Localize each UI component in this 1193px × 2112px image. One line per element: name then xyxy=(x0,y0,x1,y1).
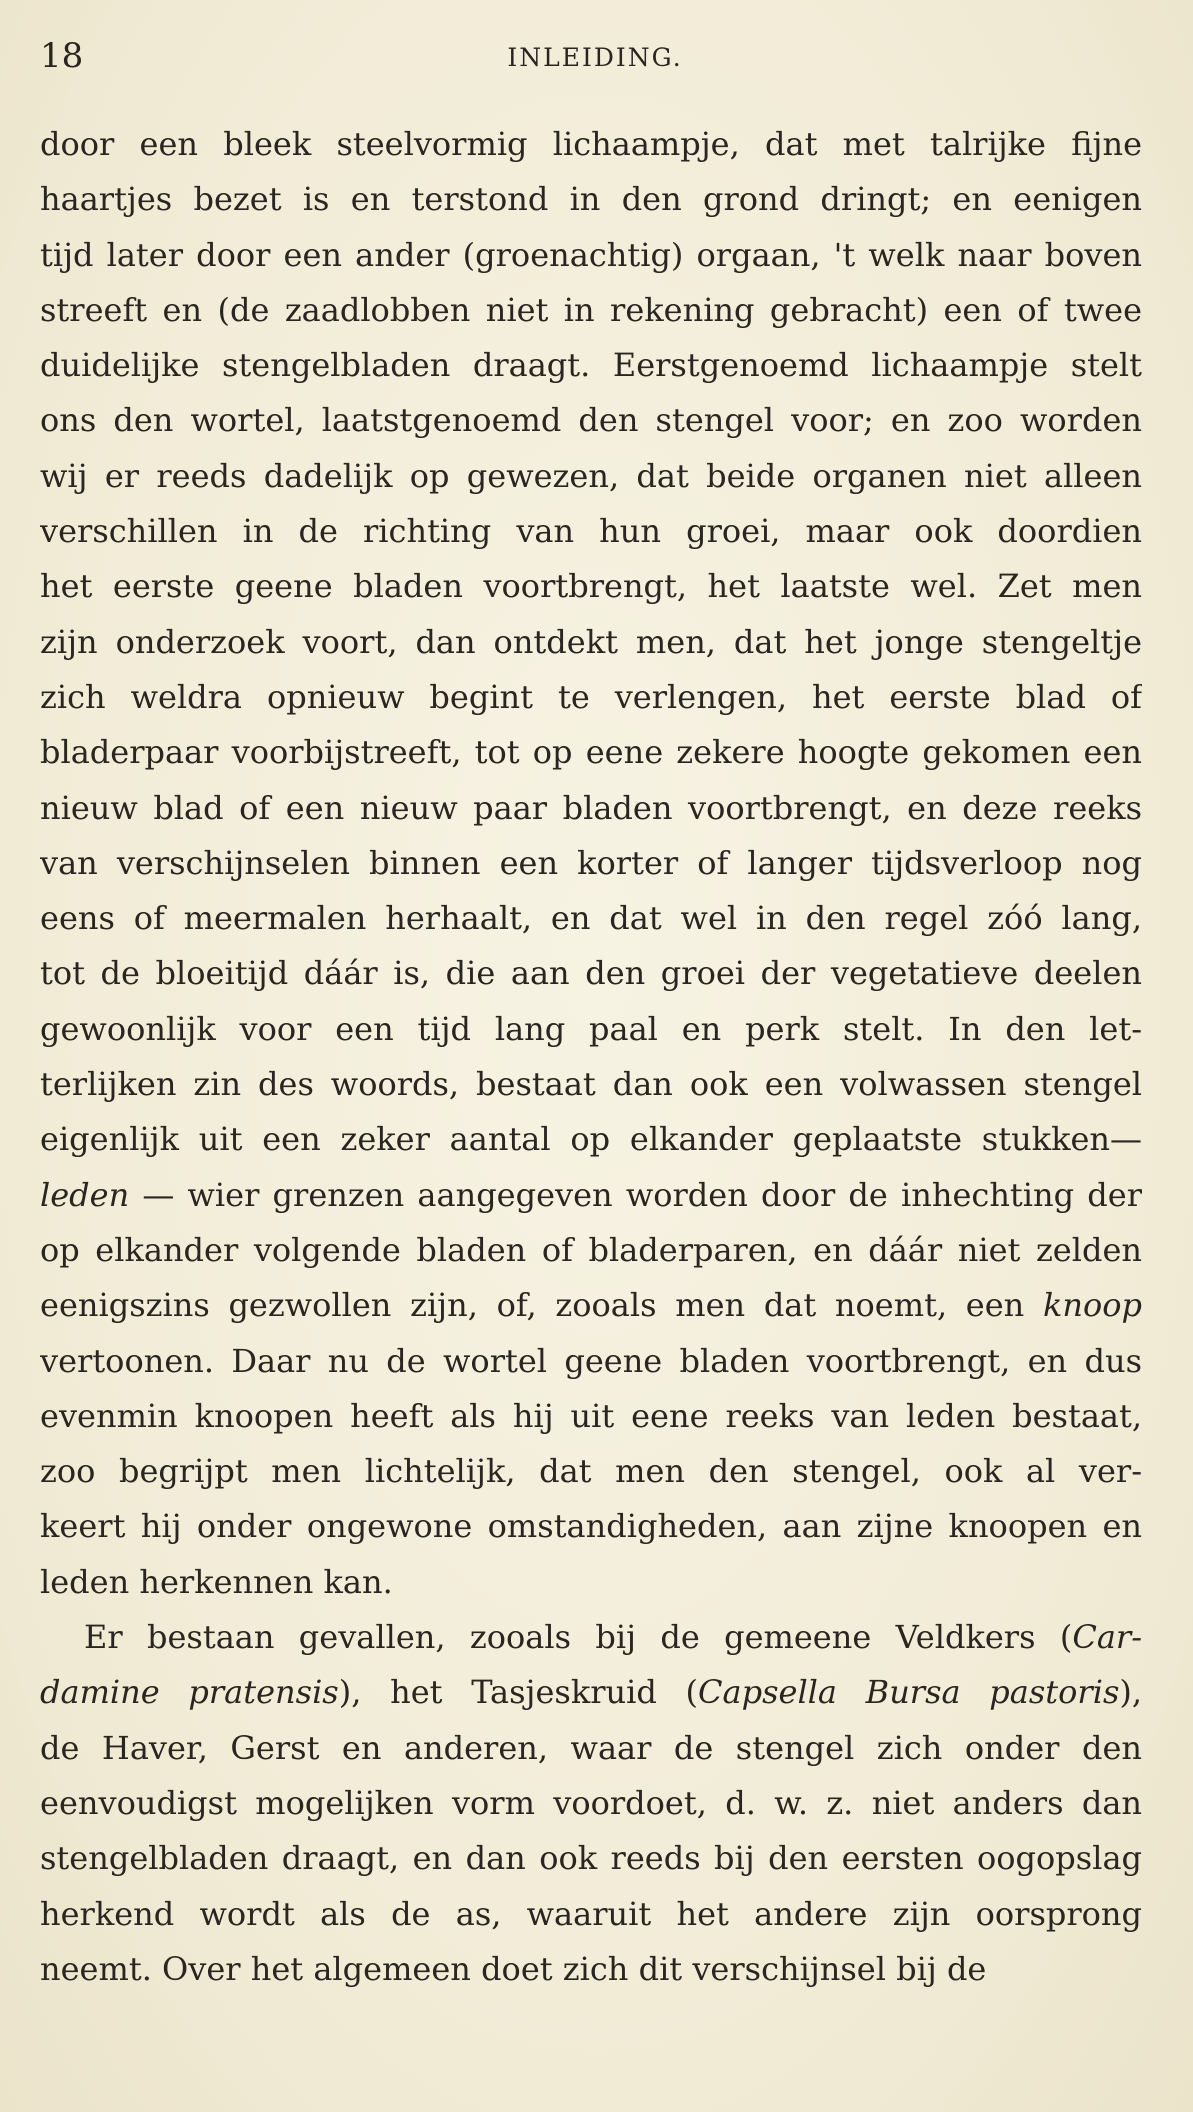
text-run: neemt. Over het algemeen doet zich dit verschijnsel bij de xyxy=(40,1949,987,1988)
text-run: — wier grenzen aangegeven worden door de inhechting der xyxy=(129,1175,1142,1214)
text-line xyxy=(40,559,1142,614)
text-line xyxy=(40,1610,1142,1665)
text-run: haartjes bezet is en terstond in den grond dringt; en eenigen xyxy=(40,180,1142,219)
text-line xyxy=(40,891,1142,946)
italic-term: leden xyxy=(40,1175,130,1214)
text-run: verschillen in de richting van hun groei, maar ook doordien xyxy=(40,512,1142,551)
text-run: tot de bloeitijd dáár is, die aan den groei der vegetatieve deelen xyxy=(40,954,1142,993)
text-run: wij er reeds dadelijk op gewezen, dat beide organen niet alleen xyxy=(40,456,1142,495)
text-line xyxy=(40,1831,1142,1886)
text-run: zich weldra opnieuw begint te verlengen, het eerste blad of xyxy=(40,677,1142,716)
text-run: terlijken zin des woords, bestaat dan ook een volwassen stengel xyxy=(40,1065,1142,1104)
text-line xyxy=(40,504,1142,559)
text-line xyxy=(40,1334,1142,1389)
text-run: op elkander volgende bladen of bladerparen, en dáár niet zelden xyxy=(40,1230,1142,1269)
text-run: nieuw blad of een nieuw paar bladen voortbrengt, en deze reeks xyxy=(40,788,1142,827)
text-run: vertoonen. Daar nu de wortel geene bladen voortbrengt, en dus xyxy=(40,1341,1142,1380)
text-line xyxy=(40,1278,1142,1333)
text-run: tijd later door een ander (groenachtig) orgaan, 't welk naar boven xyxy=(40,235,1142,274)
text-line xyxy=(40,393,1142,448)
text-line xyxy=(40,172,1142,227)
text-run: leden herkennen kan. xyxy=(40,1562,393,1601)
text-line xyxy=(40,228,1142,283)
text-line xyxy=(40,946,1142,1001)
page-number: 18 xyxy=(40,36,84,76)
text-run: zoo begrijpt men lichtelijk, dat men den stengel, ook al ver- xyxy=(40,1452,1142,1491)
text-run: keert hij onder ongewone omstandigheden, aan zijne knoopen en xyxy=(40,1507,1142,1546)
text-line xyxy=(40,1389,1142,1444)
text-line xyxy=(40,1112,1142,1167)
text-run: streeft en (de zaadlobben niet in rekening gebracht) een of twee xyxy=(40,290,1142,329)
text-run: eigenlijk uit een zeker aantal op elkander geplaatste stukken— xyxy=(40,1120,1142,1159)
text-line xyxy=(40,615,1142,670)
text-run: van verschijnselen binnen een korter of langer tijdsverloop nog xyxy=(40,843,1142,882)
italic-term: damine pratensis xyxy=(40,1673,339,1712)
text-run: eens of meermalen herhaalt, en dat wel in den regel zóó lang, xyxy=(40,899,1142,938)
text-run: herkend wordt als de as, waaruit het andere zijn oorsprong xyxy=(40,1894,1142,1933)
text-run: ), het Tasjeskruid ( xyxy=(338,1673,699,1712)
text-run: evenmin knoopen heeft als hij uit eene reeks van leden bestaat, xyxy=(40,1396,1142,1435)
text-line xyxy=(40,670,1142,725)
text-run: zijn onderzoek voort, dan ontdekt men, dat het jonge stengeltje xyxy=(40,622,1142,661)
page-header xyxy=(40,36,1150,76)
text-run: eenvoudigst mogelijken vorm voordoet, d. w. z. niet anders dan xyxy=(40,1783,1142,1822)
italic-term: Capsella Bursa pastoris xyxy=(698,1673,1120,1712)
text-line xyxy=(40,338,1142,393)
text-line xyxy=(40,1942,1142,1997)
text-run: ), xyxy=(1119,1673,1142,1712)
text-line xyxy=(40,781,1142,836)
text-line xyxy=(40,1555,1142,1610)
italic-term: knoop xyxy=(1042,1286,1142,1325)
body-text xyxy=(40,117,1142,1997)
text-line xyxy=(40,836,1142,891)
paragraph-2 xyxy=(40,1610,1142,1997)
text-run: eenigszins gezwollen zijn, of, zooals men dat noemt, een xyxy=(40,1286,1043,1325)
text-run: Er bestaan gevallen, zooals bij de gemeene Veldkers ( xyxy=(84,1618,1073,1657)
text-line xyxy=(40,725,1142,780)
text-run: door een bleek steelvormig lichaampje, dat met talrijke fijne xyxy=(40,125,1142,163)
text-run: duidelijke stengelbladen draagt. Eerstgenoemd lichaampje stelt xyxy=(40,346,1142,385)
italic-term: Car- xyxy=(1072,1618,1142,1657)
text-line xyxy=(40,1168,1142,1223)
text-line xyxy=(40,117,1142,172)
paragraph-1 xyxy=(40,117,1142,1610)
text-line xyxy=(40,1499,1142,1554)
text-line xyxy=(40,283,1142,338)
text-run: de Haver, Gerst en anderen, waar de stengel zich onder den xyxy=(40,1728,1142,1767)
text-line xyxy=(40,1057,1142,1112)
text-line xyxy=(40,1223,1142,1278)
running-head: INLEIDING. xyxy=(507,43,683,72)
text-run: ons den wortel, laatstgenoemd den stengel voor; en zoo worden xyxy=(40,401,1142,440)
text-line xyxy=(40,1444,1142,1499)
text-line xyxy=(40,1665,1142,1720)
text-line xyxy=(40,1776,1142,1831)
text-line xyxy=(40,1887,1142,1942)
text-line xyxy=(40,1002,1142,1057)
text-line xyxy=(40,449,1142,504)
text-run: bladerpaar voorbijstreeft, tot op eene zekere hoogte gekomen een xyxy=(40,733,1142,772)
text-run: gewoonlijk voor een tijd lang paal en perk stelt. In den let- xyxy=(40,1009,1142,1048)
text-run: stengelbladen draagt, en dan ook reeds bij den eersten oogopslag xyxy=(40,1839,1142,1878)
text-line xyxy=(40,1721,1142,1776)
text-run: het eerste geene bladen voortbrengt, het laatste wel. Zet men xyxy=(40,567,1142,606)
